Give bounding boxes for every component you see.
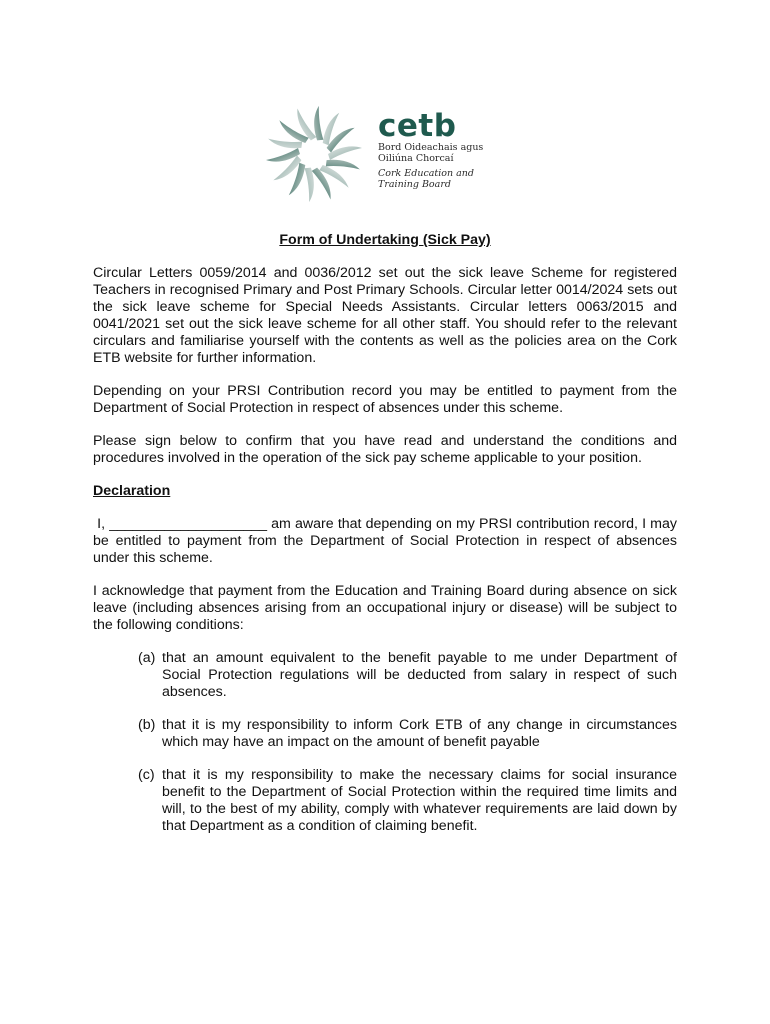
name-blank-field[interactable]: ____________________ bbox=[109, 516, 268, 532]
cetb-swirl-icon bbox=[262, 104, 366, 204]
declaration-heading: Declaration bbox=[93, 483, 171, 499]
condition-item bbox=[138, 650, 677, 701]
logo-english-name-line2: Training Board bbox=[378, 179, 451, 190]
acknowledge-paragraph: I acknowledge that payment from the Education and Training Board during absence on sick leave (including absences arising from an occupational injury or disease) will be subject to the following conditions: bbox=[93, 583, 677, 633]
condition-label: (c) bbox=[138, 767, 155, 783]
declaration-prefix: I, bbox=[97, 516, 106, 532]
logo-wordmark bbox=[378, 110, 488, 190]
condition-item bbox=[138, 717, 677, 751]
cetb-logo bbox=[262, 104, 482, 204]
condition-text: that it is my responsibility to inform Cork ETB of any change in circumstances which may have an impact on the amount of benefit payable bbox=[162, 717, 677, 750]
logo-english-name-line1: Cork Education and bbox=[378, 168, 475, 179]
document-title: Form of Undertaking (Sick Pay) bbox=[279, 232, 491, 248]
condition-label: (b) bbox=[138, 717, 156, 733]
intro-paragraph: Circular Letters 0059/2014 and 0036/2012 set out the sick leave Scheme for registered Teachers in recognised Primary and Post Primary Schools. Circular letter 0014/2024 sets out the sick leave scheme for Special Needs Assistants. Circular letters 0063/2015 and 0041/2021 set out the sick leave scheme for all other staff. You should refer to the relevant circulars and familiarise yourself with the contents as well as the policies area on the Cork ETB website for further information. bbox=[93, 265, 677, 366]
document-body bbox=[93, 232, 677, 851]
condition-item bbox=[138, 767, 677, 835]
prsi-paragraph: Depending on your PRSI Contribution record you may be entitled to payment from the Department of Social Protection in respect of absences under this scheme. bbox=[93, 383, 677, 416]
logo-brand-name: cetb bbox=[378, 108, 457, 144]
declaration-text: am aware that depending on my PRSI contribution record, I may be entitled to payment from the Department of Social Protection in respect of absences under this scheme. bbox=[93, 516, 677, 566]
logo-irish-name-line1: Bord Oideachais agus bbox=[378, 142, 484, 153]
condition-label: (a) bbox=[138, 650, 156, 666]
sign-paragraph: Please sign below to confirm that you have read and understand the conditions and procedures involved in the operation of the sick pay scheme applicable to your position. bbox=[93, 433, 677, 466]
declaration-paragraph bbox=[93, 516, 677, 567]
condition-text: that it is my responsibility to make the necessary claims for social insurance benefit to the Department of Social Protection within the required time limits and will, to the best of my ability, comply with whatever requirements are laid down by that Department as a condition of claiming benefit. bbox=[162, 767, 677, 834]
condition-text: that an amount equivalent to the benefit payable to me under Department of Social Protection regulations will be deducted from salary in respect of such absences. bbox=[162, 650, 677, 700]
logo-irish-name-line2: Oiliúna Chorcaí bbox=[378, 153, 454, 164]
